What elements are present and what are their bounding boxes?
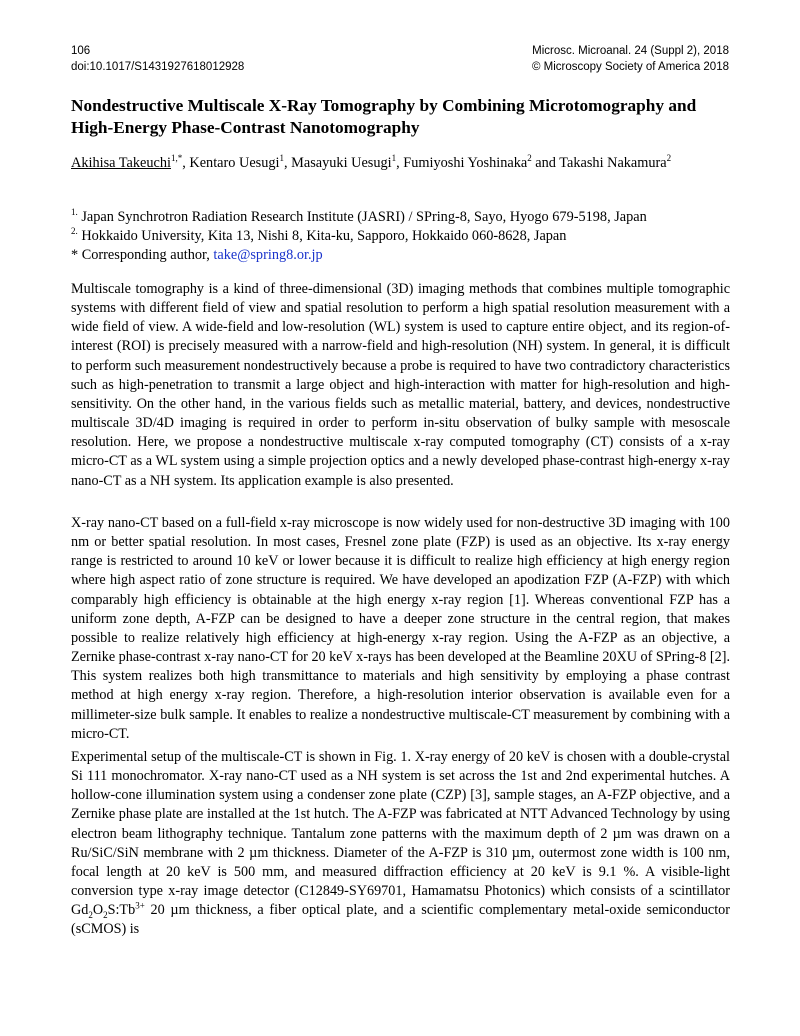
body-paragraph-1: Multiscale tomography is a kind of three-dimensional (3D) imaging methods that combines multiple tomographic systems with different field of view and spatial resolution to perform a high spatial resolution measurement with a wide field of view. A wide-field and low-resolution (WL) system is used to capture entire object, and its region-of-interest (ROI) is precisely measured with a narrow-field and high-resolution (NH) system. In general, it is difficult to perform such measurement nondestructively because a probe is required to have two contradictory characteristics such as high-penetration to transmit a large object and high-interaction with matter for high-resolution and high-sensitivity. On the other hand, in the various fields such as metallic material, battery, and devices, nondestructive multiscale 3D/4D imaging is required in order to perform in-situ observation of bulky sample with mesoscale resolution. Here, we propose a nondestructive multiscale x-ray computed tomography (CT) consists of a x-ray micro-CT as a WL system using a simple projection optics and a newly developed phase-contrast high-energy x-ray nano-CT as a NH system. Its application example is also presented. <box>71 281 730 489</box>
affiliations <box>71 208 751 265</box>
author-list <box>71 154 731 173</box>
author-affiliation-marker: 1,* <box>170 153 183 164</box>
paragraph-text: O <box>92 902 104 919</box>
subscript: 2 <box>88 910 93 921</box>
affiliation-text: Hokkaido University, Kita 13, Nishi 8, Kita-ku, Sapporo, Hokkaido 060-8628, Japan <box>81 228 567 244</box>
author-affiliation-marker: 1 <box>279 153 285 164</box>
paragraph-text: Experimental setup of the multiscale-CT is shown in Fig. 1. X-ray energy of 20 keV is chosen with a double-crystal Si 111 monochromator. X-ray nano-CT used as a NH system is set across the 1st and 2nd experimental hutches. A hollow-cone illumination system using a condenser zone plate (CZP) [3], sample stages, an A-FZP objective, and a Zernike phase plate are installed at the 1st hutch. The A-FZP was fabricated at NTT Advanced Technology by using electron beam lithography technique. Tantalum zone patterns with the maximum depth of 2 µm was drawn on a Ru/SiC/SiN membrane with 2 µm thickness. Diameter of the A-FZP is 310 µm, outermost zone width is 100 nm, focal length at 20 keV is 500 mm, and measured diffraction efficiency at 20 keV is 9.1 %. A visible-light conversion type x-ray image detector (C12849-SY69701, Hamamatsu Photonics) which consists of a scintillator Gd <box>71 749 730 919</box>
subscript: 2 <box>103 910 108 921</box>
paragraph-text: S:Tb <box>107 902 136 919</box>
page-header-left <box>71 43 244 75</box>
separator: and <box>531 155 560 171</box>
author-affiliation-marker: 2 <box>527 153 532 164</box>
page-header-right <box>532 43 729 75</box>
superscript: 3+ <box>135 900 145 911</box>
author-affiliation-marker: 2 <box>666 153 672 164</box>
affiliation-marker: 2. <box>71 226 78 237</box>
body-paragraph-3 <box>71 748 730 940</box>
paragraph-text: 20 µm thickness, a fiber optical plate, and a scientific complementary metal-oxide semiconductor (sCMOS) is <box>71 902 730 938</box>
author-name: Kentaro Uesugi <box>189 155 280 171</box>
journal-citation: Microsc. Microanal. 24 (Suppl 2), 2018 <box>532 45 729 57</box>
affiliation-item <box>71 208 751 227</box>
affiliation-item <box>71 227 751 246</box>
affiliation-text: Japan Synchrotron Radiation Research Institute (JASRI) / SPring-8, Sayo, Hyogo 679-5198, Japan <box>81 209 647 225</box>
author-name: Takashi Nakamura <box>559 155 667 171</box>
corresponding-label: * Corresponding author, <box>71 247 214 263</box>
copyright: © Microscopy Society of America 2018 <box>531 61 729 73</box>
separator: , <box>182 155 190 171</box>
author-name: Akihisa Takeuchi <box>71 155 171 171</box>
email-link[interactable]: take@spring8.or.jp <box>213 247 323 263</box>
author-affiliation-marker: 1 <box>391 153 397 164</box>
page-number: 106 <box>71 45 91 57</box>
separator: , <box>284 155 292 171</box>
author-name: Masayuki Uesugi <box>291 155 392 171</box>
doi: doi:10.1017/S1431927618012928 <box>71 61 245 73</box>
author-name: Fumiyoshi Yoshinaka <box>403 155 528 171</box>
body-paragraph-2: X-ray nano-CT based on a full-field x-ray microscope is now widely used for non-destructive 3D imaging with 100 nm or better spatial resolution. In most cases, Fresnel zone plate (FZP) is used as an objective. Its x-ray energy range is restricted to around 10 keV or lower because it is difficult to realize high efficiency at high energy region where high aspect ratio of zone structure is required. We have developed an apodization FZP (A-FZP) with which comparably high efficiency is obtainable at the high energy x-ray region [1]. Whereas conventional FZP has a uniform zone depth, A-FZP can be designed to have a deeper zone structure in the central region, that makes possible to realize relatively high efficiency at high-energy x-ray region. Using the A-FZP as an objective, a Zernike phase-contrast x-ray nano-CT for 20 keV x-rays has been developed at the Beamline 20XU of SPring-8 [2]. This system realizes both high transmittance to materials and high sensitivity by employing a phase contrast method at high energy x-ray region. Therefore, a high-resolution interior observation is available even for a millimeter-size bulk sample. It enables to realize a nondestructive multiscale-CT measurement by combining with a micro-CT. <box>71 515 730 742</box>
separator: , <box>396 155 404 171</box>
affiliation-marker: 1. <box>71 207 78 218</box>
paper-title: Nondestructive Multiscale X-Ray Tomography by Combining Microtomography and High-Energy Phase-Contrast Nanotomography <box>71 96 697 137</box>
corresponding-author <box>71 246 751 265</box>
